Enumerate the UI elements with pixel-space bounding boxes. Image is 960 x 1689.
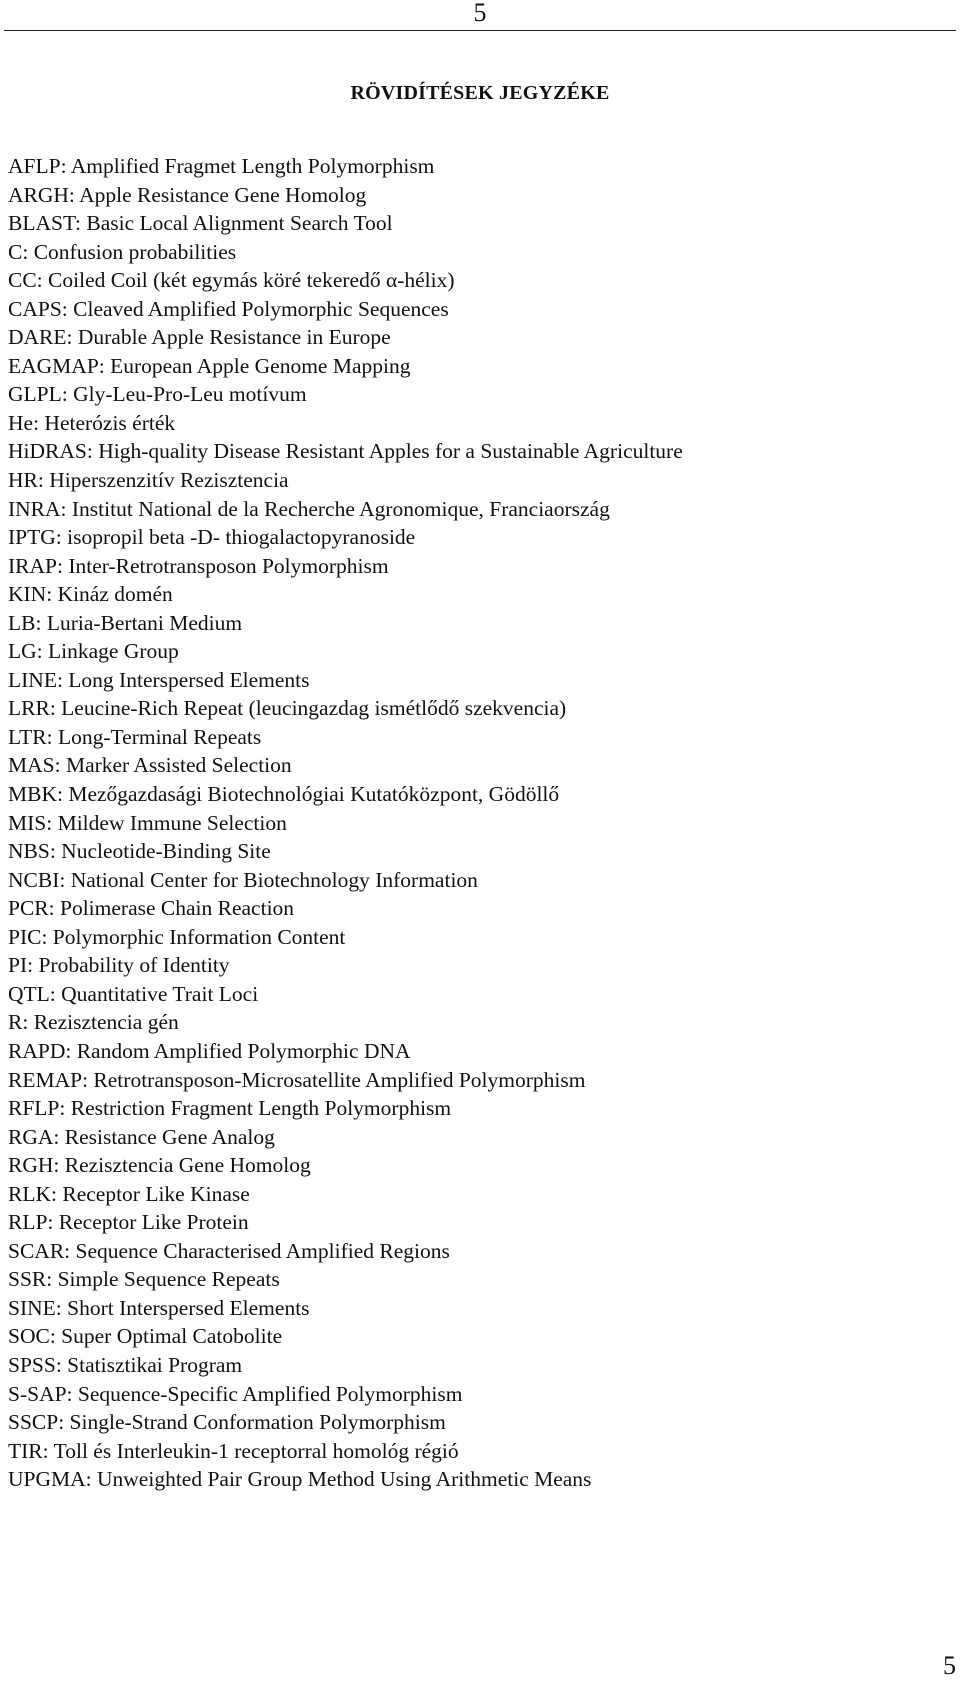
abbreviation-item: PIC: Polymorphic Information Content: [8, 924, 346, 949]
page-title: RÖVIDÍTÉSEK JEGYZÉKE: [350, 82, 610, 104]
abbreviation-item: REMAP: Retrotransposon-Microsatellite Amplified Polymorphism: [8, 1067, 586, 1092]
abbreviation-item: HiDRAS: High-quality Disease Resistant Apples for a Sustainable Agriculture: [8, 439, 683, 464]
abbreviation-item: RGH: Rezisztencia Gene Homolog: [8, 1153, 311, 1178]
abbreviation-item: RLP: Receptor Like Protein: [8, 1210, 249, 1235]
abbreviation-item: KIN: Kináz domén: [8, 582, 173, 607]
abbreviation-item: PI: Probability of Identity: [8, 953, 230, 978]
abbreviation-item: GLPL: Gly-Leu-Pro-Leu motívum: [8, 382, 307, 407]
abbreviation-item: SPSS: Statisztikai Program: [8, 1352, 243, 1377]
abbreviation-item: MIS: Mildew Immune Selection: [8, 810, 287, 835]
abbreviation-item: RAPD: Random Amplified Polymorphic DNA: [8, 1038, 411, 1063]
abbreviation-item: IPTG: isopropil beta -D- thiogalactopyranoside: [8, 525, 416, 550]
abbreviation-list: [8, 152, 683, 1494]
page-number-footer: 5: [943, 1651, 956, 1680]
abbreviation-item: CC: Coiled Coil (két egymás köré tekeredő α-hélix): [8, 268, 455, 293]
abbreviation-item: TIR: Toll és Interleukin-1 receptorral homológ régió: [8, 1438, 459, 1463]
abbreviation-item: PCR: Polimerase Chain Reaction: [8, 896, 295, 921]
abbreviation-item: MAS: Marker Assisted Selection: [8, 753, 292, 778]
abbreviation-item: DARE: Durable Apple Resistance in Europe: [8, 325, 391, 350]
abbreviation-item: ARGH: Apple Resistance Gene Homolog: [8, 182, 367, 207]
abbreviation-item: SCAR: Sequence Characterised Amplified Regions: [8, 1238, 450, 1263]
abbreviation-item: HR: Hiperszenzitív Rezisztencia: [8, 468, 289, 493]
abbreviation-item: CAPS: Cleaved Amplified Polymorphic Sequences: [8, 296, 449, 321]
abbreviation-item: EAGMAP: European Apple Genome Mapping: [8, 353, 411, 378]
abbreviation-item: INRA: Institut National de la Recherche Agronomique, Franciaország: [8, 496, 610, 521]
abbreviation-item: RGA: Resistance Gene Analog: [8, 1124, 275, 1149]
abbreviation-item: He: Heterózis érték: [8, 410, 176, 435]
abbreviation-item: SSR: Simple Sequence Repeats: [8, 1267, 280, 1292]
abbreviation-item: SSCP: Single-Strand Conformation Polymorphism: [8, 1410, 446, 1435]
abbreviation-item: C: Confusion probabilities: [8, 239, 237, 264]
header-divider: [4, 30, 956, 31]
abbreviation-item: LB: Luria-Bertani Medium: [8, 610, 243, 635]
abbreviation-item: LG: Linkage Group: [8, 639, 179, 664]
abbreviation-item: LTR: Long-Terminal Repeats: [8, 724, 262, 749]
page-number-header: 5: [473, 0, 487, 27]
abbreviation-item: NBS: Nucleotide-Binding Site: [8, 839, 271, 864]
abbreviation-item: UPGMA: Unweighted Pair Group Method Using Arithmetic Means: [8, 1467, 592, 1492]
abbreviation-item: R: Rezisztencia gén: [8, 1010, 179, 1035]
abbreviation-item: LINE: Long Interspersed Elements: [8, 667, 310, 692]
abbreviation-item: MBK: Mezőgazdasági Biotechnológiai Kutatóközpont, Gödöllő: [8, 782, 560, 807]
abbreviation-item: QTL: Quantitative Trait Loci: [8, 981, 259, 1006]
abbreviation-item: SINE: Short Interspersed Elements: [8, 1295, 310, 1320]
abbreviation-item: IRAP: Inter-Retrotransposon Polymorphism: [8, 553, 389, 578]
abbreviation-item: BLAST: Basic Local Alignment Search Tool: [8, 211, 393, 236]
abbreviation-item: RFLP: Restriction Fragment Length Polymorphism: [8, 1096, 452, 1121]
abbreviation-item: S-SAP: Sequence-Specific Amplified Polymorphism: [8, 1381, 463, 1406]
abbreviation-item: LRR: Leucine-Rich Repeat (leucingazdag ismétlődő szekvencia): [8, 696, 567, 721]
abbreviation-item: RLK: Receptor Like Kinase: [8, 1181, 250, 1206]
abbreviation-item: AFLP: Amplified Fragmet Length Polymorphism: [8, 154, 435, 178]
abbreviation-item: SOC: Super Optimal Catobolite: [8, 1324, 283, 1349]
abbreviation-item: NCBI: National Center for Biotechnology Information: [8, 867, 478, 892]
